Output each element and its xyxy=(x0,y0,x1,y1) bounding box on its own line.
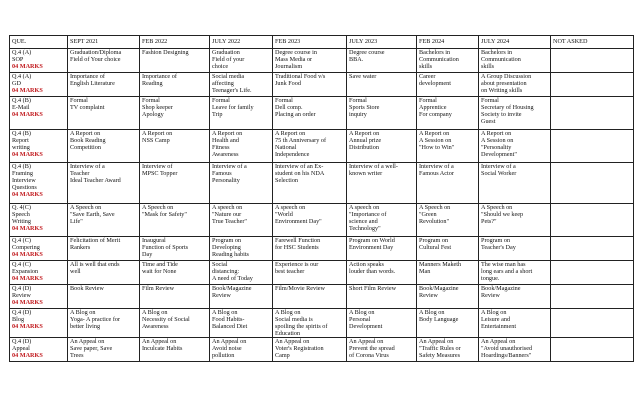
header-feb-2023: FEB 2023 xyxy=(273,36,347,49)
question-cell xyxy=(10,73,68,97)
table-cell: A Report on Annual prize Distribution xyxy=(347,130,417,163)
table-row xyxy=(10,73,634,97)
table-cell: Social distancing: A need of Today xyxy=(210,261,273,285)
table-cell xyxy=(551,285,634,309)
question-label: Q.4 (D) Blog xyxy=(12,309,32,323)
marks-label: 04 MARKS xyxy=(12,111,43,118)
table-cell: A Speech on "Mask for Safety" xyxy=(140,204,210,237)
table-cell: Book/Magazine Review xyxy=(210,285,273,309)
table-cell: A Report on 75 th Anniversary of National Independence xyxy=(273,130,347,163)
header-feb-2024: FEB 2024 xyxy=(417,36,479,49)
table-cell: Interview of an Ex- student on his NDA Selection xyxy=(273,163,347,204)
question-cell xyxy=(10,309,68,338)
table-cell: Experience is our best teacher xyxy=(273,261,347,285)
table-cell: Bachelors in Communication skills xyxy=(417,49,479,73)
table-cell xyxy=(551,338,634,362)
table-cell: A Speech on "Should we keep Pets?" xyxy=(479,204,551,237)
table-cell: Interview of a Teacher Ideal Teacher Award xyxy=(68,163,140,204)
marks-label: 04 MARKS xyxy=(12,87,43,94)
question-cell xyxy=(10,237,68,261)
table-cell: An Appeal on "Traffic Rules or Safety Measures xyxy=(417,338,479,362)
question-paper-table xyxy=(9,35,634,362)
table-cell xyxy=(551,130,634,163)
table-cell: Graduation Field of your choice xyxy=(210,49,273,73)
header-que: QUE. xyxy=(10,36,68,49)
table-cell: Interview of a Famous Actor xyxy=(417,163,479,204)
table-cell: Fashion Designing xyxy=(140,49,210,73)
table-cell: Graduation/Diploma Field of Your choice xyxy=(68,49,140,73)
table-cell: Time and Tide wait for None xyxy=(140,261,210,285)
table-cell: A speech on "Nature our True Teacher" xyxy=(210,204,273,237)
table-cell: Interview of a Famous Personality xyxy=(210,163,273,204)
table-cell: A Report on A Session on "How to Win" xyxy=(417,130,479,163)
table-row xyxy=(10,163,634,204)
header-july-2024: JULY 2024 xyxy=(479,36,551,49)
question-label: Q.4 (A) GD xyxy=(12,73,32,87)
table-cell: Felicitation of Merit Rankers xyxy=(68,237,140,261)
table-cell: Program on World Environment Day xyxy=(347,237,417,261)
question-label: Q.4 (D) Review xyxy=(12,285,32,299)
table-cell: Program on Developing Reading habits xyxy=(210,237,273,261)
table-row xyxy=(10,285,634,309)
table-cell: Interview of a Social Worker xyxy=(479,163,551,204)
table-cell: Action speaks louder than words. xyxy=(347,261,417,285)
table-cell: Film/Movie Review xyxy=(273,285,347,309)
table-cell xyxy=(551,204,634,237)
table-cell: A Blog on Body Language xyxy=(417,309,479,338)
table-cell: Degree course in Mass Media or Journalism xyxy=(273,49,347,73)
marks-label: 04 MARKS xyxy=(12,191,43,198)
table-cell: Formal Leave for family Trip xyxy=(210,97,273,130)
question-label: Q.4 (A) SOP xyxy=(12,49,32,63)
table-row xyxy=(10,261,634,285)
marks-label: 04 MARKS xyxy=(12,63,43,70)
table-cell: Manners Maketh Man xyxy=(417,261,479,285)
question-label: Q.4 (C) Expansion xyxy=(12,261,39,275)
marks-label: 04 MARKS xyxy=(12,323,43,330)
table-cell: An Appeal on Avoid noise pollution xyxy=(210,338,273,362)
question-label: Q.4 (C) Compering xyxy=(12,237,40,251)
table-cell xyxy=(551,163,634,204)
table-cell: Career development xyxy=(417,73,479,97)
marks-label: 04 MARKS xyxy=(12,275,43,282)
marks-label: 04 MARKS xyxy=(12,225,43,232)
table-row xyxy=(10,204,634,237)
table-cell xyxy=(551,261,634,285)
header-not-asked: NOT ASKED xyxy=(551,36,634,49)
table-cell: An Appeal on Prevent the spread of Corona Virus xyxy=(347,338,417,362)
table-row xyxy=(10,130,634,163)
table-cell xyxy=(551,73,634,97)
table-cell: A speech on "World Environment Day" xyxy=(273,204,347,237)
question-cell xyxy=(10,204,68,237)
header-row xyxy=(10,36,634,49)
table-cell: Formal Apprentice For company xyxy=(417,97,479,130)
table-cell: Formal Sports Store inquiry xyxy=(347,97,417,130)
table-cell: Short Film Review xyxy=(347,285,417,309)
header-feb-2022: FEB 2022 xyxy=(140,36,210,49)
table-cell: A Blog on Personal Development xyxy=(347,309,417,338)
table-cell: A Blog on Social media is spoiling the spirits of Education xyxy=(273,309,347,338)
table-cell: A Blog on Yoga- A practice for better living xyxy=(68,309,140,338)
table-cell: Importance of Reading xyxy=(140,73,210,97)
table-cell: An Appeal on Inculcate Habits xyxy=(140,338,210,362)
table-cell: A Blog on Food Habits- Balanced Diet xyxy=(210,309,273,338)
table-row xyxy=(10,97,634,130)
question-cell xyxy=(10,285,68,309)
header-july-2023: JULY 2023 xyxy=(347,36,417,49)
table-cell: A Report on Book Reading Competition xyxy=(68,130,140,163)
question-table-wrapper xyxy=(9,35,634,362)
table-cell: Bachelors in Communication skills xyxy=(479,49,551,73)
table-cell: Interview of MPSC Topper xyxy=(140,163,210,204)
question-cell xyxy=(10,130,68,163)
question-label: Q.4 (D) Appeal xyxy=(12,338,32,352)
table-cell: Farewell Function for HSC Students xyxy=(273,237,347,261)
marks-label: 04 MARKS xyxy=(12,299,43,306)
table-cell: Formal TV complaint xyxy=(68,97,140,130)
table-cell: A Speech on "Save Earth, Save Life" xyxy=(68,204,140,237)
table-cell: A Speech on "Green Revolution" xyxy=(417,204,479,237)
table-cell: A Blog on Necessity of Social Awareness xyxy=(140,309,210,338)
table-cell: Interview of a well- known writer xyxy=(347,163,417,204)
table-cell: Importance of English Literature xyxy=(68,73,140,97)
table-row xyxy=(10,338,634,362)
table-row xyxy=(10,309,634,338)
table-cell: Book/Magazine Review xyxy=(479,285,551,309)
header-sept-2021: SEPT 2021 xyxy=(68,36,140,49)
question-label: Q.4 (B) Report writing xyxy=(12,130,31,151)
question-label: Q. 4(C) Speech Writing xyxy=(12,204,31,225)
table-cell: All is well that ends well xyxy=(68,261,140,285)
table-cell: Inaugural Function of Sports Day xyxy=(140,237,210,261)
question-cell xyxy=(10,261,68,285)
question-label: Q.4 (B) E-Mail xyxy=(12,97,31,111)
table-cell: A Report on A Session on "Personality Development" xyxy=(479,130,551,163)
table-cell: Save water xyxy=(347,73,417,97)
question-cell xyxy=(10,97,68,130)
table-cell: Book/Magazine Review xyxy=(417,285,479,309)
question-cell xyxy=(10,49,68,73)
table-cell xyxy=(551,97,634,130)
table-cell: Film Review xyxy=(140,285,210,309)
table-cell: Book Review xyxy=(68,285,140,309)
table-cell: A Group Discussion about presentation on Writing skills xyxy=(479,73,551,97)
table-cell: Program on Teacher's Day xyxy=(479,237,551,261)
table-cell: Formal Dell comp. Placing an order xyxy=(273,97,347,130)
header-july-2022: JULY 2022 xyxy=(210,36,273,49)
table-cell xyxy=(551,49,634,73)
marks-label: 04 MARKS xyxy=(12,352,43,359)
table-cell: An Appeal on Voter's Registration Camp xyxy=(273,338,347,362)
marks-label: 04 MARKS xyxy=(12,151,43,158)
table-cell: A speech on "Importance of science and Technology" xyxy=(347,204,417,237)
table-cell: A Blog on Leisure and Entertainment xyxy=(479,309,551,338)
table-cell: An Appeal on "Avoid unauthorised Hoardings/Banners" xyxy=(479,338,551,362)
question-cell xyxy=(10,338,68,362)
table-cell: Program on Cultural Fest xyxy=(417,237,479,261)
marks-label: 04 MARKS xyxy=(12,251,43,258)
table-row xyxy=(10,49,634,73)
table-cell: An Appeal on Save paper, Save Trees xyxy=(68,338,140,362)
table-cell: Traditional Food v/s Junk Food xyxy=(273,73,347,97)
table-cell xyxy=(551,309,634,338)
table-cell: Social media affecting Teenager's Life. xyxy=(210,73,273,97)
table-cell: Formal Shop keeper Apology xyxy=(140,97,210,130)
table-cell: Formal Secretary of Housing Society to invite Guest xyxy=(479,97,551,130)
question-label: Q.4 (B) Framing Interview Questions xyxy=(12,163,37,191)
table-cell xyxy=(551,237,634,261)
question-cell xyxy=(10,163,68,204)
table-row xyxy=(10,237,634,261)
table-cell: Degree course BBA. xyxy=(347,49,417,73)
table-cell: A Report on Health and Fitness Awareness xyxy=(210,130,273,163)
table-cell: The wise man has long ears and a short tongue. xyxy=(479,261,551,285)
table-cell: A Report on NSS Camp xyxy=(140,130,210,163)
